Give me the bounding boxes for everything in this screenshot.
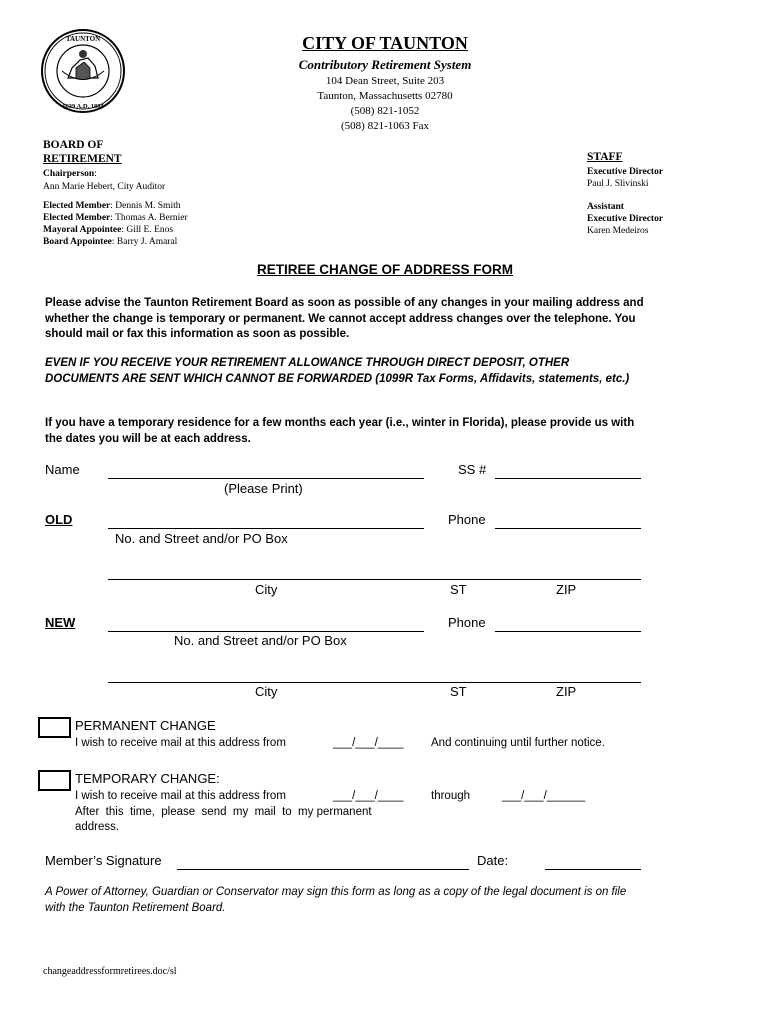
old-phone-label: Phone: [448, 512, 486, 527]
ss-input-line[interactable]: [495, 478, 641, 479]
chairperson-name: Ann Marie Hebert, City Auditor: [43, 182, 166, 192]
document-filename: changeaddressformretirees.doc/sl: [43, 966, 177, 977]
new-street-input-line[interactable]: [108, 631, 424, 632]
member-name: Barry J. Amaral: [116, 237, 178, 247]
form-title: RETIREE CHANGE OF ADDRESS FORM: [256, 262, 513, 277]
after-time-text-address: address.: [75, 821, 120, 833]
name-caption: (Please Print): [224, 481, 303, 496]
temporary-from-text: I wish to receive mail at this address from: [75, 790, 286, 802]
board-member: Mayoral Appointee: Gill E. Enos: [43, 225, 174, 235]
temporary-from-date[interactable]: ___/___/____: [333, 790, 404, 802]
permanent-change-checkbox[interactable]: [38, 717, 71, 738]
new-zip-caption: ZIP: [556, 684, 577, 699]
temporary-residence-note: If you have a temporary residence for a few months each year (i.e., winter in Florida), please provide us with the dates you will be at each address.: [45, 417, 635, 445]
old-zip-caption: ZIP: [556, 582, 577, 597]
intro-paragraph: Please advise the Taunton Retirement Board as soon as possible of any changes in your mailing address and whether the change is temporary or permanent. We cannot accept address changes over the telephone. You should mail or fax this information as soon as possible.: [45, 297, 644, 340]
member-role: Mayoral Appointee: [43, 225, 122, 235]
chairperson-label: Chairperson: [43, 169, 95, 179]
name-input-line[interactable]: [108, 478, 424, 479]
permanent-continuing-text: And continuing until further notice.: [431, 737, 605, 749]
new-address-label: NEW: [45, 615, 76, 630]
ss-label: SS #: [458, 462, 487, 477]
permanent-from-date[interactable]: ___/___/____: [333, 737, 404, 749]
new-city-caption: City: [255, 684, 278, 699]
after-time-text: After this time, please send my mail to my permanent: [75, 806, 372, 818]
member-name: Dennis M. Smith: [115, 201, 181, 211]
board-member: Elected Member: Dennis M. Smith: [43, 201, 181, 211]
new-phone-input-line[interactable]: [495, 631, 641, 632]
date-label: Date:: [477, 853, 509, 868]
name-label: Name: [45, 462, 80, 477]
staff-heading: STAFF: [587, 151, 623, 163]
executive-director-name: Paul J. Slivinski: [587, 179, 649, 189]
svg-text:TAUNTON: TAUNTON: [65, 35, 101, 43]
power-of-attorney-note: A Power of Attorney, Guardian or Conservator may sign this form as long as a copy of the legal document is on file with the Taunton Retirement Board.: [45, 886, 627, 914]
old-st-caption: ST: [450, 582, 467, 597]
assistant-executive-director-label: Executive Director: [587, 214, 664, 224]
old-phone-input-line[interactable]: [495, 528, 641, 529]
signature-input-line[interactable]: [177, 869, 469, 870]
date-input-line[interactable]: [545, 869, 641, 870]
member-role: Elected Member: [43, 201, 111, 211]
address-line-2: Taunton, Massachusetts 02780: [317, 90, 453, 102]
new-city-input-line[interactable]: [108, 682, 641, 683]
old-city-input-line[interactable]: [108, 579, 641, 580]
member-role: Board Appointee: [43, 237, 112, 247]
direct-deposit-notice: EVEN IF YOU RECEIVE YOUR RETIREMENT ALLOWANCE THROUGH DIRECT DEPOSIT, OTHER DOCUMENTS ARE SENT WHICH CANNOT BE FORWARDED (1099R Tax Forms, Affidavits, statements, etc.): [45, 357, 630, 385]
organization-title: CITY OF TAUNTON: [302, 33, 468, 53]
chairperson-entry: Chairperson:: [43, 169, 97, 179]
board-member: Elected Member: Thomas A. Bernier: [43, 213, 188, 223]
member-name: Gill E. Enos: [126, 225, 174, 235]
fax-number: (508) 821-1063 Fax: [341, 120, 429, 132]
member-role: Elected Member: [43, 213, 111, 223]
permanent-from-text: I wish to receive mail at this address from: [75, 737, 286, 749]
new-street-caption: No. and Street and/or PO Box: [174, 633, 347, 648]
old-address-label: OLD: [45, 512, 73, 527]
old-city-caption: City: [255, 582, 278, 597]
permanent-change-label: PERMANENT CHANGE: [75, 718, 216, 733]
temporary-change-label: TEMPORARY CHANGE:: [75, 771, 220, 786]
member-name: Thomas A. Bernier: [115, 213, 188, 223]
assistant-label: Assistant: [587, 202, 624, 212]
address-line-1: 104 Dean Street, Suite 203: [325, 75, 445, 87]
svg-text:1639 A.D. 1864: 1639 A.D. 1864: [62, 103, 104, 110]
executive-director-label: Executive Director: [587, 167, 664, 177]
old-street-caption: No. and Street and/or PO Box: [115, 531, 288, 546]
board-heading-line-2: RETIREMENT: [43, 153, 122, 165]
board-member: Board Appointee: Barry J. Amaral: [43, 237, 178, 247]
board-heading-line-1: BOARD OF: [43, 139, 104, 151]
organization-subtitle: Contributory Retirement System: [298, 57, 472, 72]
board-heading: [43, 138, 122, 166]
new-phone-label: Phone: [448, 615, 486, 630]
old-street-input-line[interactable]: [108, 528, 424, 529]
temporary-change-checkbox[interactable]: [38, 770, 71, 791]
assistant-executive-director-name: Karen Medeiros: [587, 226, 649, 236]
temporary-through-date[interactable]: ___/___/______: [502, 790, 586, 802]
signature-label: Member’s Signature: [45, 853, 162, 868]
phone-number: (508) 821-1052: [350, 105, 420, 117]
new-st-caption: ST: [450, 684, 467, 699]
through-label: through: [431, 790, 471, 802]
